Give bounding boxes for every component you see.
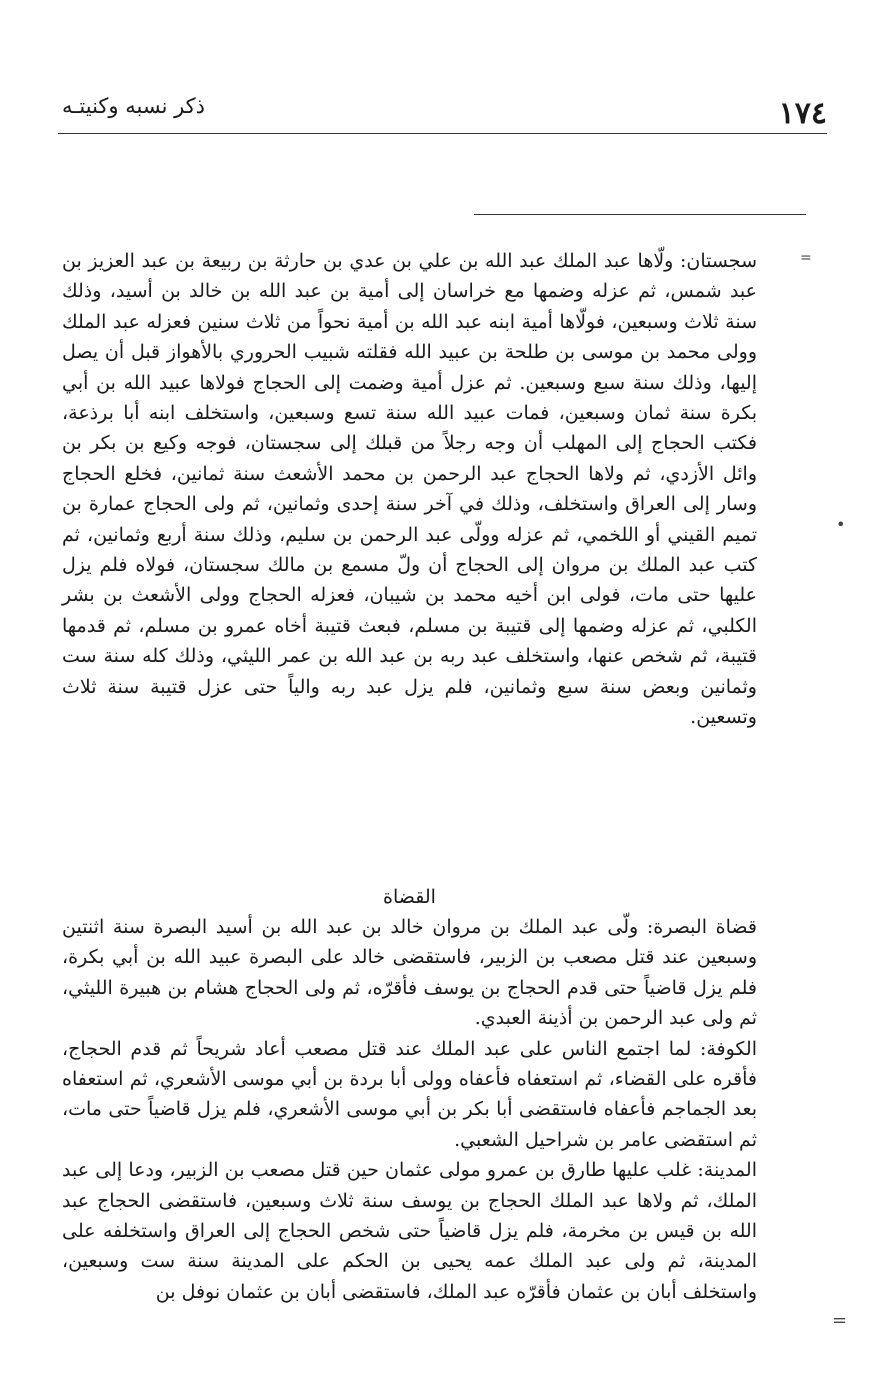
- footnote-paragraph: سجستان: ولّاها عبد الملك عبد الله بن علي بن عدي بن حارثة بن ربيعة بن عبد العزيز بن عبد شمس، ثم عزله وضمها مع خراسان إلى أمية بن عبد الله بن خالد بن أسيد، وذلك سنة ثلاث وسبعين، فولّاها أمية ابنه عبد الله بن أمية نحواً من ثلاث سنين فعزله عبد الملك وولى محمد بن موسى بن طلحة بن عبيد الله فقلته شبيب الحروري بالأهواز قبل أن يصل إليها، وذلك سنة سبع وسبعين. ثم عزل أمية وضمت إلى الحجاج فولاها عبيد الله بن أبي بكرة سنة ثمان وسبعين، فمات عبيد الله سنة تسع وسبعين، واستخلف ابنه أبا برذعة، فكتب الحجاج إلى المهلب أن وجه رجلاً من قبلك إلى سجستان، فوجه وكيع بن بكر بن وائل الأزدي، ثم ولاها الحجاج عبد الرحمن بن محمد الأشعث سنة ثمانين، فخلع الحجاج وسار إلى العراق واستخلف، وذلك في آخر سنة إحدى وثمانين، ثم ولى الحجاج عمارة بن تميم القيني أو اللخمي، ثم عزله وولّى عبد الرحمن بن سليم، وذلك سنة أربع وثمانين، ثم كتب عبد الملك بن مروان إلى الحجاج أن ولّ مسمع بن مالك سجستان، فولاه فلم يزل عليها حتى مات، فولى ابن أخيه محمد بن شيبان، فعزله الحجاج وولى الأشعث بن بشر الكلبي، ثم عزله وضمها إلى قتيبة بن مسلم، فبعث قتيبة أخاه عمرو بن مسلم، ثم قدمها قتيبة، ثم شخص عنها، واستخلف عبد ربه بن عبد الله بن عمر الليثي، وذلك كله سنة ست وثمانين وبعض سنة سبع وثمانين، فلم يزل عبد ربه والياً حتى عزل قتيبة سنة ثلاث وتسعين.: [62, 250, 757, 729]
- page-number: ١٧٤: [778, 96, 827, 131]
- footnote-separator: [474, 214, 806, 215]
- qudat-section: [62, 882, 757, 1307]
- paragraph-basra: قضاة البصرة: ولّى عبد الملك بن مروان خالد بن عبد الله بن أسيد البصرة سنة اثنتين وسبعين عند قتل مصعب بن الزبير، فاستقضى خالد على البصرة عبيد الله بن أبي بكرة، فلم يزل قاضياً حتى قدم الحجاج بن يوسف فأقرّه، ثم ولى الحجاج هشام بن هبيرة الليثي، ثم ولى عبد الرحمن بن أذينة العبدي.: [62, 916, 757, 1030]
- paragraph-kufa: الكوفة: لما اجتمع الناس على عبد الملك عند قتل مصعب أعاد شريحاً ثم قدم الحجاج، فأقره على القضاء، ثم استعفاه فأعفاه وولى أبا بردة بن أبي موسى الأشعري، ثم استعفاه بعد الجماجم فأعفاه فاستقضى أبا بكر بن أبي موسى الأشعري، فلم يزل قاضياً حتى مات، ثم استقضى عامر بن شراحيل الشعبي.: [62, 1037, 757, 1151]
- margin-mark-top: =: [800, 250, 812, 266]
- header-rule: [58, 133, 827, 134]
- section-title: القضاة: [383, 886, 436, 908]
- margin-mark-bottom: =: [832, 1310, 848, 1331]
- margin-mark-dot: •: [836, 515, 846, 534]
- footnote-block: [62, 246, 757, 733]
- paragraph-madina: المدينة: غلب عليها طارق بن عمرو مولى عثمان حين قتل مصعب بن الزبير، ودعا إلى عبد الملك، ثم ولاها عبد الملك الحجاج بن يوسف سنة ثلاث وسبعين، فاستقضى الحجاج عبد الله بن قيس بن مخرمة، فلم يزل قاضياً حتى شخص الحجاج إلى العراق واستخلفه على المدينة، ثم ولى عبد الملك عمه يحيى بن الحكم على المدينة سنة ست وسبعين، واستخلف أبان بن عثمان فأقرّه عبد الملك، فاستقضى أبان بن عثمان نوفل بن: [62, 1159, 757, 1303]
- running-title: ذكر نسبه وكنيتـه: [62, 94, 206, 118]
